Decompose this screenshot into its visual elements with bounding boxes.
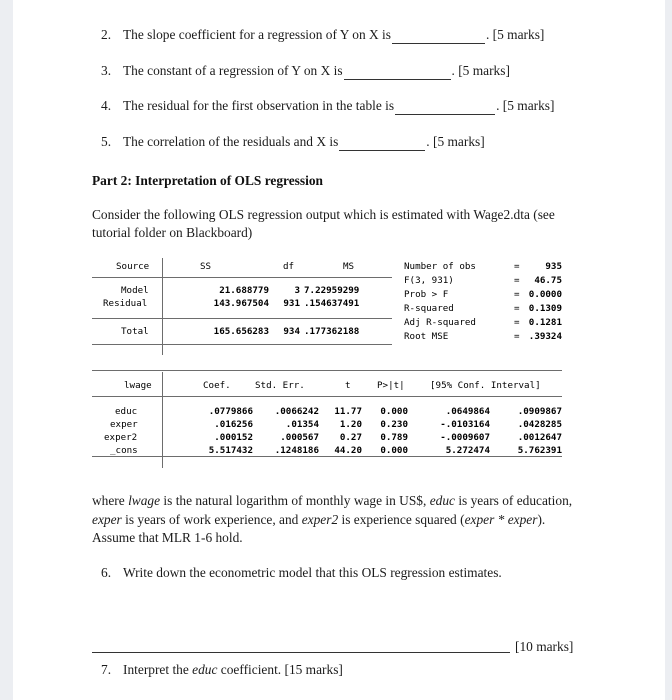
question-text: Interpret the	[123, 662, 193, 678]
explain-text-2: is the natural logarithm of monthly wage in US$,	[160, 493, 430, 509]
answer-blank[interactable]	[395, 102, 495, 115]
coef-exper2-t: 0.27	[339, 432, 362, 444]
explain-text-3: is years of education,	[454, 493, 573, 509]
stat-value-rootmse: .39324	[528, 331, 562, 343]
anova-model-df: 3	[294, 285, 300, 297]
stat-eq-probf: =	[514, 289, 520, 301]
stat-value-nobs: 935	[545, 261, 562, 273]
stat-label-nobs: Number of obs	[404, 261, 476, 273]
coef-row-var-educ: educ	[115, 406, 138, 418]
coef-cons-ci-high: 5.762391	[517, 445, 562, 457]
question-item-5	[92, 133, 580, 151]
anova-rule-mid	[92, 318, 392, 319]
coef-header-t: t	[345, 380, 351, 392]
coef-row-var-exper2: exper2	[104, 432, 138, 444]
stat-label-probf: Prob > F	[404, 289, 449, 301]
question-text: Write down the econometric model that this OLS regression estimates.	[123, 564, 502, 580]
stat-label-adjrsq: Adj R-squared	[404, 317, 476, 329]
coef-educ-coef: .0779866	[208, 406, 253, 418]
coef-exper-coef: .016256	[214, 419, 253, 431]
coef-cons-stderr: .1248186	[274, 445, 319, 457]
anova-rule-top	[92, 277, 392, 278]
coef-educ-t: 11.77	[334, 406, 362, 418]
anova-total-df: 934	[283, 326, 300, 338]
var-lwage: lwage	[128, 493, 161, 509]
page-content	[92, 0, 580, 679]
coef-exper2-ci-low: -.0009607	[440, 432, 490, 444]
answer-area-q6	[92, 639, 580, 657]
coef-exper-p: 0.230	[380, 419, 408, 431]
coef-exper2-coef: .000152	[214, 432, 253, 444]
question-marks: coefficient. [15 marks]	[217, 662, 343, 678]
coef-depvar-label: lwage	[124, 380, 152, 392]
coef-educ-p: 0.000	[380, 406, 408, 418]
anova-model-ms: 7.22959299	[304, 285, 360, 297]
explain-text-4: is years of work experience, and	[121, 511, 302, 527]
stat-eq-nobs: =	[514, 261, 520, 273]
part2-question-list-2	[92, 661, 580, 679]
stat-value-probf: 0.0000	[528, 289, 562, 301]
var-exper-product: exper * exper	[464, 511, 538, 527]
question-text: The constant of a regression of Y on X is	[123, 62, 343, 78]
coef-row-var-cons: _cons	[110, 445, 138, 457]
answer-blank[interactable]	[339, 138, 425, 151]
var-exper2: exper2	[301, 511, 339, 527]
coef-educ-ci-high: .0909867	[517, 406, 562, 418]
coef-cons-p: 0.000	[380, 445, 408, 457]
coef-exper2-ci-high: .0012647	[517, 432, 562, 444]
question-marks: . [5 marks]	[426, 133, 485, 149]
coef-educ-stderr: .0066242	[274, 406, 319, 418]
answer-blank[interactable]	[392, 31, 485, 44]
document-page	[13, 0, 665, 700]
stat-eq-adjrsq: =	[514, 317, 520, 329]
stat-label-rootmse: Root MSE	[404, 331, 449, 343]
question-number: 4.	[101, 98, 112, 114]
anova-rule-bottom	[92, 344, 392, 345]
anova-col-ms: MS	[343, 261, 355, 273]
stat-value-f: 46.75	[534, 275, 562, 287]
coef-header-p: P>|t|	[377, 380, 405, 392]
question-number: 6.	[101, 564, 112, 580]
anova-residual-ss: 143.967504	[213, 298, 269, 310]
coef-exper-t: 1.20	[339, 419, 362, 431]
anova-total-ss: 165.656283	[213, 326, 269, 338]
var-educ-inline: educ	[192, 662, 218, 678]
question-item-3	[92, 62, 580, 80]
anova-col-source: Source	[116, 261, 150, 273]
question-item-2	[92, 26, 580, 44]
stat-eq-rsq: =	[514, 303, 520, 315]
question-text: The slope coefficient for a regression of Y on X is	[123, 27, 391, 42]
anova-total-ms: .177362188	[304, 326, 360, 338]
question-text: The residual for the first observation in the table is	[123, 98, 395, 114]
question-marks: . [5 marks]	[485, 27, 545, 42]
coef-exper2-stderr: .000567	[280, 432, 319, 444]
anova-residual-ms: .154637491	[304, 298, 360, 310]
coef-cons-t: 44.20	[334, 445, 362, 457]
coef-row-var-exper: exper	[110, 419, 138, 431]
anova-row-label-total: Total	[121, 326, 149, 338]
question-marks: [10 marks]	[515, 639, 574, 655]
anova-vertical-rule	[162, 258, 163, 355]
anova-row-label-residual: Residual	[103, 298, 148, 310]
anova-col-ss: SS	[200, 261, 212, 273]
part1-question-list	[92, 26, 580, 151]
variable-definitions-paragraph	[92, 492, 580, 547]
question-item-7	[92, 661, 580, 679]
var-educ: educ	[429, 493, 455, 509]
stat-value-rsq: 0.1309	[528, 303, 562, 315]
coef-educ-ci-low: .0649864	[445, 406, 490, 418]
part2-heading: Part 2: Interpretation of OLS regression	[92, 172, 323, 188]
question-item-6	[92, 564, 580, 582]
coef-exper2-p: 0.789	[380, 432, 408, 444]
coef-header-stderr: Std. Err.	[255, 380, 305, 392]
stata-anova-table	[92, 260, 562, 357]
coef-rule-top	[92, 370, 562, 371]
anova-row-label-model: Model	[121, 285, 149, 297]
question-marks: . [5 marks]	[496, 98, 555, 114]
var-exper: exper	[92, 511, 122, 527]
question-number: 2.	[101, 27, 112, 42]
stat-value-adjrsq: 0.1281	[528, 317, 562, 329]
coef-header-ci: [95% Conf. Interval]	[430, 380, 541, 392]
question-marks: . [5 marks]	[451, 62, 510, 78]
coef-header-coef: Coef.	[203, 380, 231, 392]
question-number: 3.	[101, 62, 112, 78]
stat-label-f: F(3, 931)	[404, 275, 454, 287]
stat-eq-f: =	[514, 275, 520, 287]
anova-model-ss: 21.688779	[219, 285, 269, 297]
coef-cons-coef: 5.517432	[208, 445, 253, 457]
coef-exper-ci-high: .0428285	[517, 419, 562, 431]
coef-exper-ci-low: -.0103164	[440, 419, 490, 431]
question-item-4	[92, 97, 580, 115]
part2-question-list	[92, 564, 580, 582]
anova-residual-df: 931	[283, 298, 300, 310]
question-text: The correlation of the residuals and X is	[123, 133, 339, 149]
stata-coefficient-table	[92, 370, 562, 470]
coef-cons-ci-low: 5.272474	[445, 445, 490, 457]
explain-text-5: is experience squared (	[338, 511, 465, 527]
stat-label-rsq: R-squared	[404, 303, 454, 315]
answer-blank[interactable]	[344, 66, 451, 79]
question-number: 5.	[101, 133, 112, 149]
anova-col-df: df	[283, 261, 295, 273]
explain-text-1: where	[92, 493, 129, 509]
part2-intro-paragraph: Consider the following OLS regression output which is estimated with Wage2.dta (see tutorial folder on Blackboard)	[92, 206, 555, 241]
explain-text-6: ). Assume that MLR 1-6 hold.	[92, 511, 546, 545]
answer-blank-line[interactable]	[92, 652, 510, 653]
coef-exper-stderr: .01354	[285, 419, 319, 431]
question-number: 7.	[101, 662, 112, 678]
coef-vertical-rule	[162, 372, 163, 468]
stat-eq-rootmse: =	[514, 331, 520, 343]
